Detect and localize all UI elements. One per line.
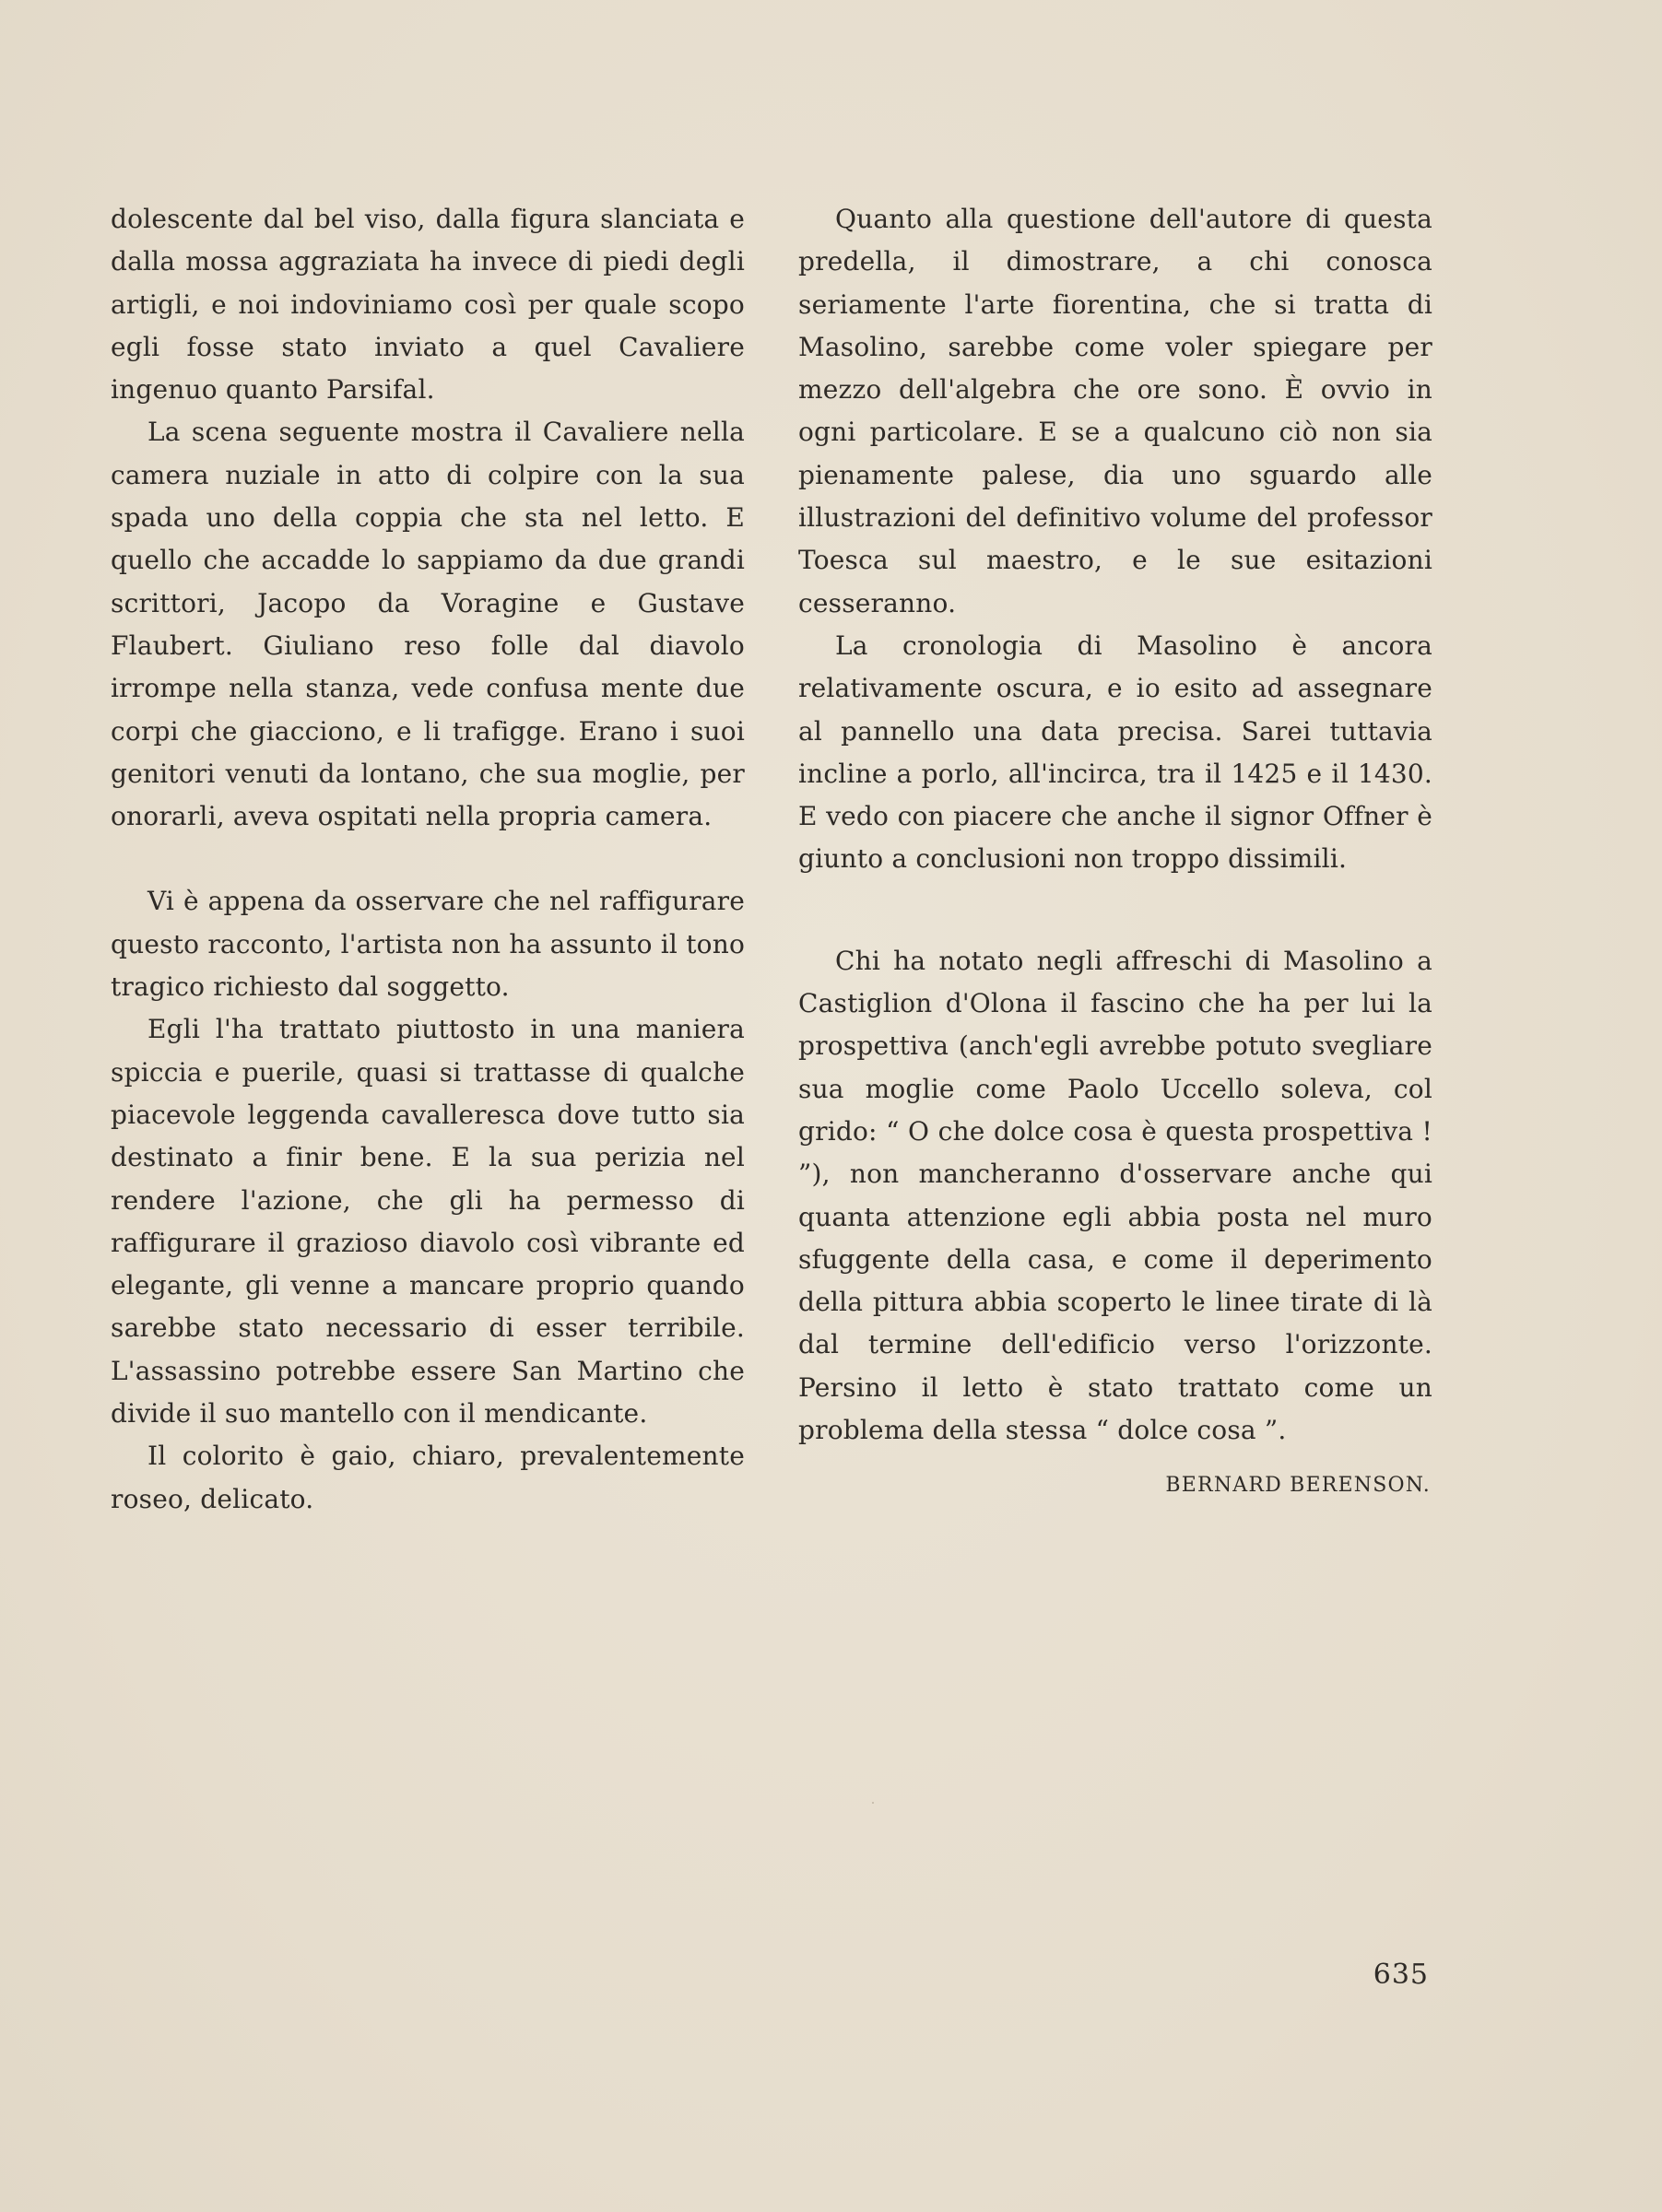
paragraph-perspective: Chi ha notato negli affreschi di Masolino a Castiglion d'Olona il fascino che ha per lui la prospettiva (anch'egli avrebbe potuto svegliare sua moglie come Paolo Uccello soleva, col grido: “ O che dolce cosa è questa prospettiva ! ”), non mancheranno d'osservare anche qui quanta attenzione egli abbia posta nel muro sfuggente della casa, e come il deperimento della pittura abbia scoperto le linee tirate di là dal termine dell'edificio verso l'orizzonte. Persino il letto è stato trattato come un problema della stessa “ dolce cosa ”. xyxy=(798,945,1432,1446)
left-column xyxy=(111,198,745,1521)
paragraph-chronology: La cronologia di Masolino è ancora relativamente oscura, e io esito ad assegnare al pannello una data precisa. Sarei tuttavia incline a porlo, all'incirca, tra il 1425 e il 1430. E vedo con piacere che anche il signor Offner è giunto a conclusioni non troppo dissimili. xyxy=(798,629,1432,875)
author-signature: BERNARD BERENSON. xyxy=(1165,1474,1431,1498)
right-column xyxy=(798,198,1432,1508)
page-number: 635 xyxy=(1373,1959,1429,1991)
paragraph-bridal-chamber-scene: La scena seguente mostra il Cavaliere nella camera nuziale in atto di colpire con la sua spada uno della coppia che sta nel letto. E quello che accadde lo sappiamo da due grandi scrittori, Jacopo da Voragine e Gustave Flaubert. Giuliano reso folle dal diavolo irrompe nella stanza, vede confusa mente due corpi che giacciono, e li trafigge. Erano i suoi genitori venuti da lontano, che sua moglie, per onorarli, aveva ospitati nella propria camera. xyxy=(111,417,745,832)
paragraph-coloring: Il colorito è gaio, chiaro, prevalentemente roseo, delicato. xyxy=(111,1441,745,1514)
paragraph-authorship-question: Quanto alla questione dell'autore di questa predella, il dimostrare, a chi conosca seriamente l'arte fiorentina, che si tratta di Masolino, sarebbe come voler spiegare per mezzo dell'algebra che ore sono. È ovvio in ogni particolare. E se a qualcuno ciò non sia pienamente palese, dia uno sguardo alle illustrazioni del definitivo volume del professor Toesca sul maestro, e le sue esitazioni cesseranno. xyxy=(798,204,1432,618)
paper-speck xyxy=(872,1802,874,1804)
paragraph-artist-manner: Egli l'ha trattato piuttosto in una maniera spiccia e puerile, quasi si trattasse di qualche piacevole leggenda cavalleresca dove tutto sia destinato a finir bene. E la sua perizia nel rendere l'azione, che gli ha permesso di raffigurare il grazioso diavolo così vibrante ed elegante, gli venne a mancare proprio quando sarebbe stato necessario di esser terribile. L'assassino potrebbe essere San Martino che divide il suo mantello con il mendicante. xyxy=(111,1014,745,1430)
paragraph-tone-observation: Vi è appena da osservare che nel raffigurare questo racconto, l'artista non ha assunto il tono tragico richiesto dal soggetto. xyxy=(111,886,745,1003)
paragraph-demon-description: dolescente dal bel viso, dalla figura slanciata e dalla mossa aggraziata ha invece di piedi degli artigli, e noi indoviniamo così per quale scopo egli fosse stato inviato a quel Cavaliere ingenuo quanto Parsifal. xyxy=(111,204,745,406)
